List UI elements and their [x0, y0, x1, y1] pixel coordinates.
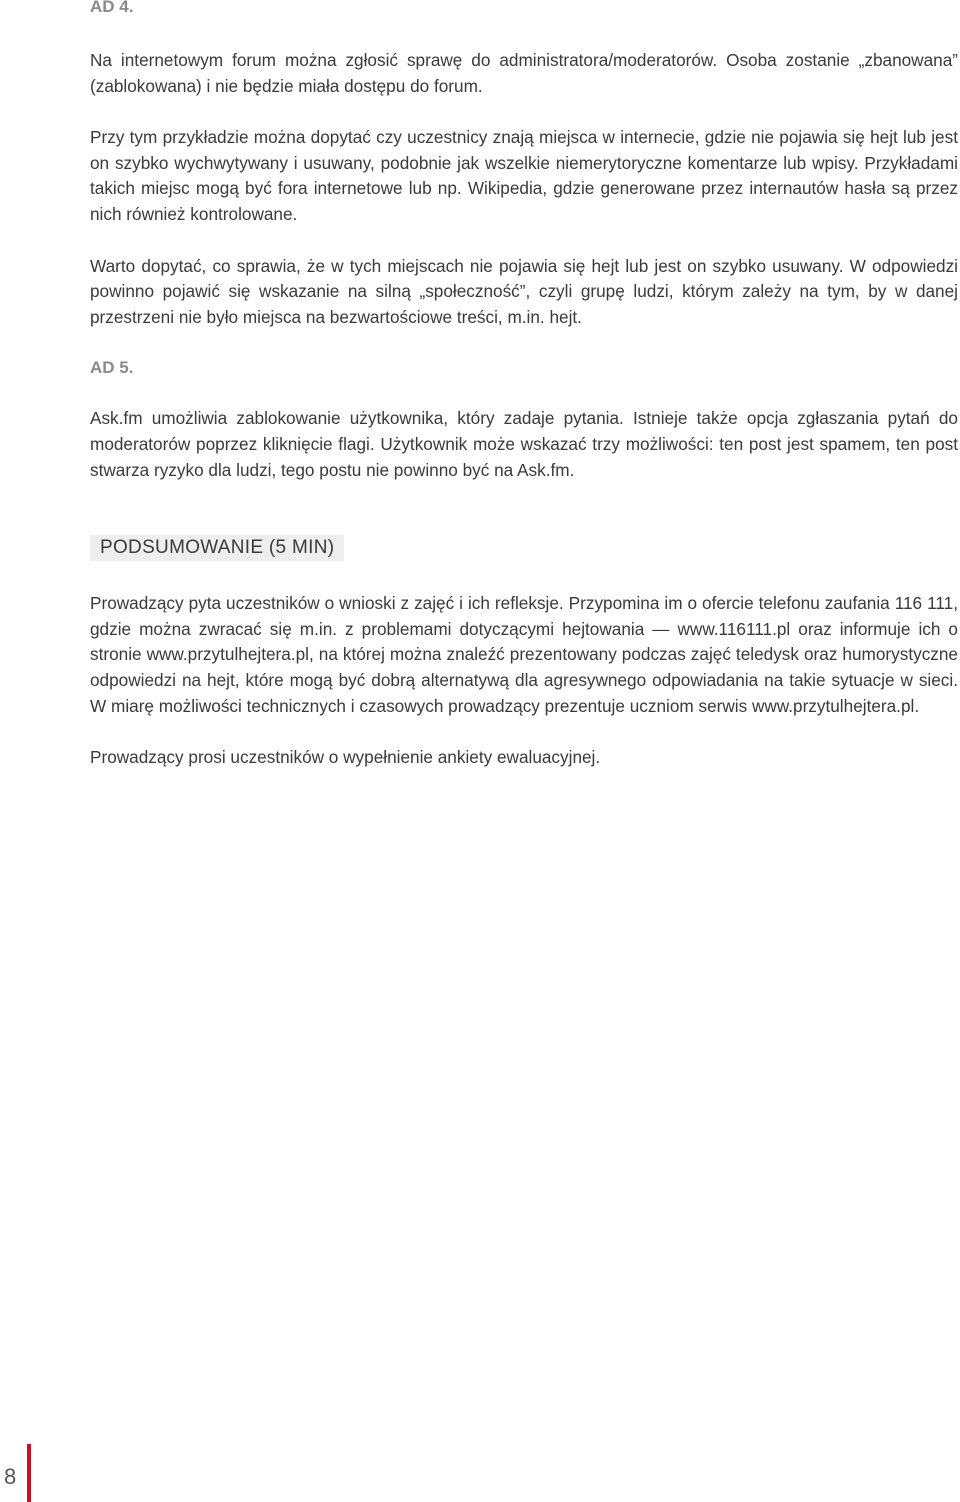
ad4-heading: AD 4.: [90, 0, 134, 16]
ad4-paragraph-3: Warto dopytać, co sprawia, że w tych miejscach nie pojawia się hejt lub jest on szybko usuwany. W odpowiedzi powinno pojawić się wskazanie na silną „społeczność”, czyli grupę ludzi, którym zależy na tym, by w danej przestrzeni nie było miejsca na bezwartościowe treści, m.in. hejt.: [90, 255, 958, 327]
document-page: [90, 0, 958, 771]
ad5-paragraph-1: Ask.fm umożliwia zablokowanie użytkownika, który zadaje pytania. Istnieje także opcja zgłaszania pytań do moderatorów poprzez kliknięcie flagi. Użytkownik może wskazać trzy możliwości: ten post jest spamem, ten post stwarza ryzyko dla ludzi, tego postu nie powinno być na Ask.fm.: [90, 408, 958, 480]
ad4-paragraph-1: Na internetowym forum można zgłosić sprawę do administratora/moderatorów. Osoba zostanie „zbanowana” (zablokowana) i nie będzie miała dostępu do forum.: [90, 50, 958, 96]
summary-paragraph-2: Prowadzący prosi uczestników o wypełnienie ankiety ewaluacyjnej.: [90, 747, 601, 768]
page-accent-bar: [27, 1444, 31, 1502]
ad5-heading: AD 5.: [90, 358, 134, 378]
summary-heading-box: [90, 535, 958, 561]
summary-paragraph-1: Prowadzący pyta uczestników o wnioski z zajęć i ich refleksje. Przypomina im o ofercie telefonu zaufania 116 111, gdzie można zwracać się m.in. z problemami dotyczącymi hejtowania — www.116111.pl oraz informuje ich o stronie www.przytulhejtera.pl, na której można znaleźć prezentowany podczas zajęć teledysk oraz humorystyczne odpowiedzi na hejt, które mogą być dobrą alternatywą dla agresywnego odpowiadania na takie sytuacje w sieci. W miarę możliwości technicznych i czasowych prowadzący prezentuje uczniom serwis www.przytulhejtera.pl.: [90, 593, 958, 716]
summary-heading: PODSUMOWANIE (5 MIN): [90, 535, 344, 561]
ad4-paragraph-2: Przy tym przykładzie można dopytać czy uczestnicy znają miejsca w internecie, gdzie nie pojawia się hejt lub jest on szybko wychwytywany i usuwany, podobnie jak wszelkie niemerytoryczne komentarze lub wpisy. Przykładami takich miejsc mogą być fora internetowe lub np. Wikipedia, gdzie generowane przez internautów hasła są przez nich również kontrolowane.: [90, 127, 958, 224]
page-number: 8: [4, 1464, 17, 1489]
